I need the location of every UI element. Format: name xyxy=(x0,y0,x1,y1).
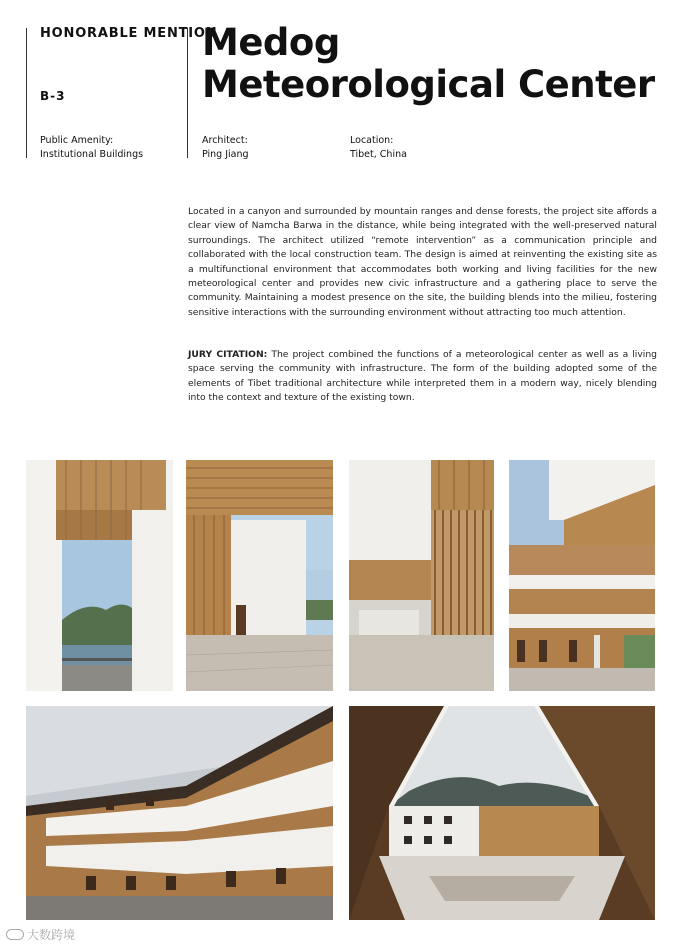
photo-framed-mountain-view xyxy=(26,460,173,691)
meta-category xyxy=(40,134,143,162)
photo-courtyard-white-tower xyxy=(186,460,333,691)
title-line-2: Meteorological Center xyxy=(202,63,655,106)
project-description: Located in a canyon and surrounded by mountain ranges and dense forests, the project site affords a clear view of Namcha Barwa in the distance, while being integrated with the well-preserved natural surroundings. The architect utilized “remote intervention” as a communication principle and collaborated with the local construction team. The design is aimed at reinventing the existing site as a multifunctional environment that accommodates both working and living facilities for the new meteorological center and provides new civic infrastructure and a gathering place to serve the community. Maintaining a modest presence on the site, the building blends into the milieu, fostering sensitive interactions with the surrounding environment without attracting too much attention. xyxy=(188,206,657,318)
title-divider-line xyxy=(187,28,188,158)
category-label: Public Amenity: xyxy=(40,135,114,146)
watermark-text: 大数跨境 xyxy=(27,928,76,942)
watermark xyxy=(6,926,75,943)
entry-code: B-3 xyxy=(40,89,66,103)
meta-location xyxy=(350,134,407,162)
award-label: HONORABLE MENTION xyxy=(40,26,218,41)
category-value: Institutional Buildings xyxy=(40,149,144,160)
left-divider-line xyxy=(26,28,27,158)
photo-exterior-white-bands xyxy=(26,706,333,920)
project-title xyxy=(202,22,655,106)
photo-courtyard-sky-frame xyxy=(349,706,655,920)
location-label: Location: xyxy=(350,135,394,146)
photo-wood-louvers xyxy=(349,460,494,691)
photo-stacked-galleries xyxy=(509,460,655,691)
jury-citation xyxy=(188,348,657,406)
watermark-logo-icon xyxy=(6,929,24,940)
architect-label: Architect: xyxy=(202,135,248,146)
title-line-1: Medog xyxy=(202,21,340,64)
jury-citation-label: JURY CITATION: xyxy=(188,349,268,360)
jury-citation-text: The project combined the functions of a meteorological center as well as a living space serving the community with infrastructure. The form of the building adopted some of the elements of Tibet traditional architecture while interpreted them in a modern way, nicely blending into the context and texture of the existing town. xyxy=(188,349,657,404)
architect-value: Ping Jiang xyxy=(202,149,249,160)
location-value: Tibet, China xyxy=(350,149,407,160)
meta-architect xyxy=(202,134,249,162)
